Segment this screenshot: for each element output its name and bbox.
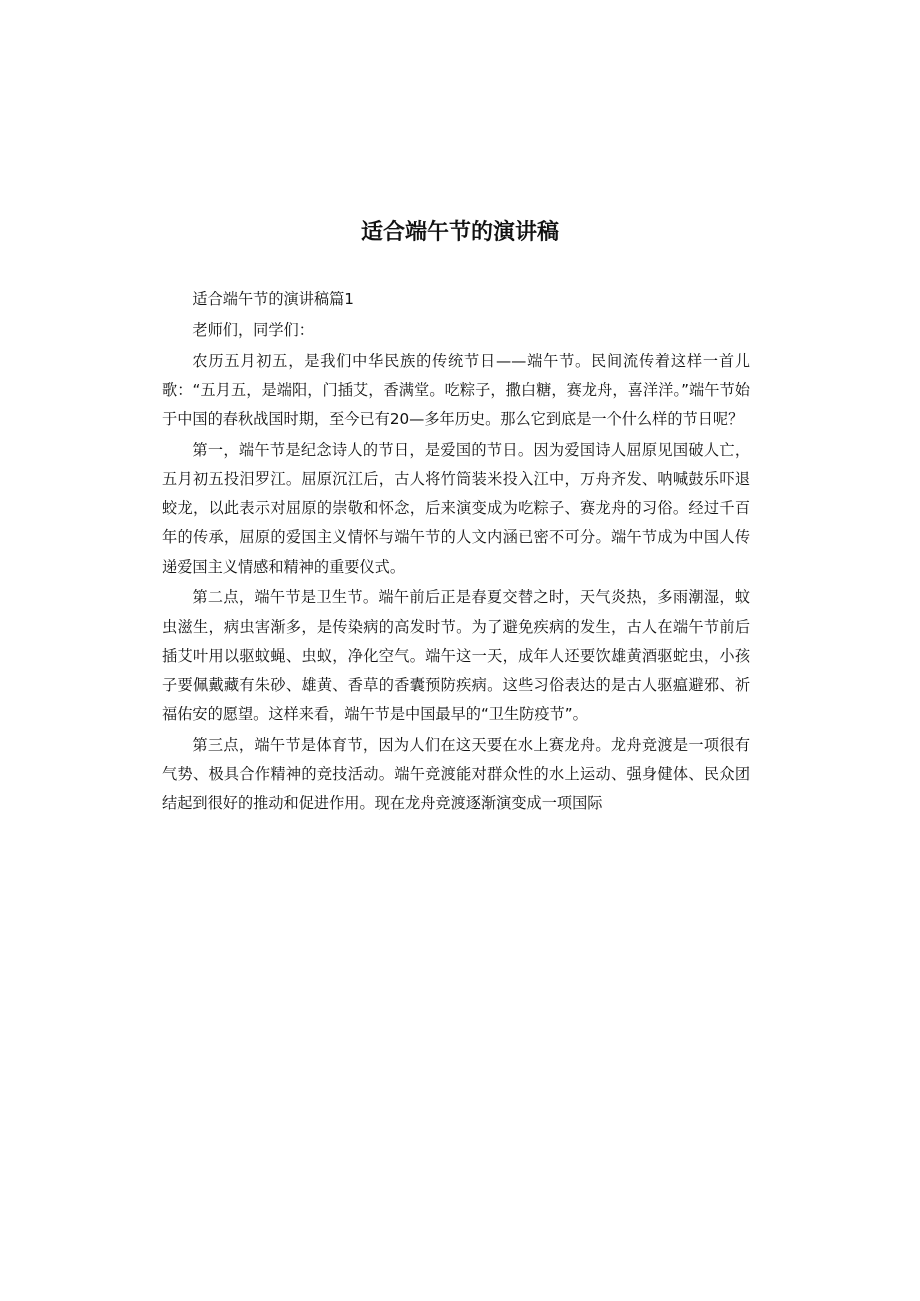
paragraph-point-one: 第一，端午节是纪念诗人的节日，是爱国的节日。因为爱国诗人屈原见国破人亡，五月初五投汨罗江。屈原沉江后，古人将竹筒装米投入江中，万舟齐发、呐喊鼓乐吓退蛟龙，以此表示对屈原的崇敬和怀念，后来演变成为吃粽子、赛龙舟的习俗。经过千百年的传承，屈原的爱国主义情怀与端午节的人文内涵已密不可分。端午节成为中国人传递爱国主义情感和精神的重要仪式。	[162, 440, 750, 576]
paragraph-intro: 农历五月初五，是我们中华民族的传统节日——端午节。民间流传着这样一首儿歌：“五月五，是端阳，门插艾，香满堂。吃粽子，撒白糖，赛龙舟，喜洋洋。”端午节始于中国的春秋战国时期，至今已有20—多年历史。那么它到底是一个什么样的节日呢？	[162, 351, 750, 428]
paragraph-point-two: 第二点，端午节是卫生节。端午前后正是春夏交替之时，天气炎热，多雨潮湿，蚊虫滋生，病虫害渐多，是传染病的高发时节。为了避免疾病的发生，古人在端午节前后插艾叶用以驱蚊蝇、虫蚁，净化空气。端午这一天，成年人还要饮雄黄酒驱蛇虫，小孩子要佩戴藏有朱砂、雄黄、香草的香囊预防疾病。这些习俗表达的是古人驱瘟避邪、祈福佑安的愿望。这样来看，端午节是中国最早的“卫生防疫节”。	[162, 588, 750, 724]
section-heading: 适合端午节的演讲稿篇1	[192, 290, 354, 308]
greeting-line: 老师们，同学们：	[192, 320, 314, 339]
document-body	[162, 285, 750, 820]
document-title: 适合端午节的演讲稿	[360, 220, 559, 245]
paragraph-point-three: 第三点，端午节是体育节，因为人们在这天要在水上赛龙舟。龙舟竞渡是一项很有气势、极具合作精神的竞技活动。端午竞渡能对群众性的水上运动、强身健体、民众团结起到很好的推动和促进作用。现在龙舟竞渡逐渐演变成一项国际	[162, 736, 750, 813]
